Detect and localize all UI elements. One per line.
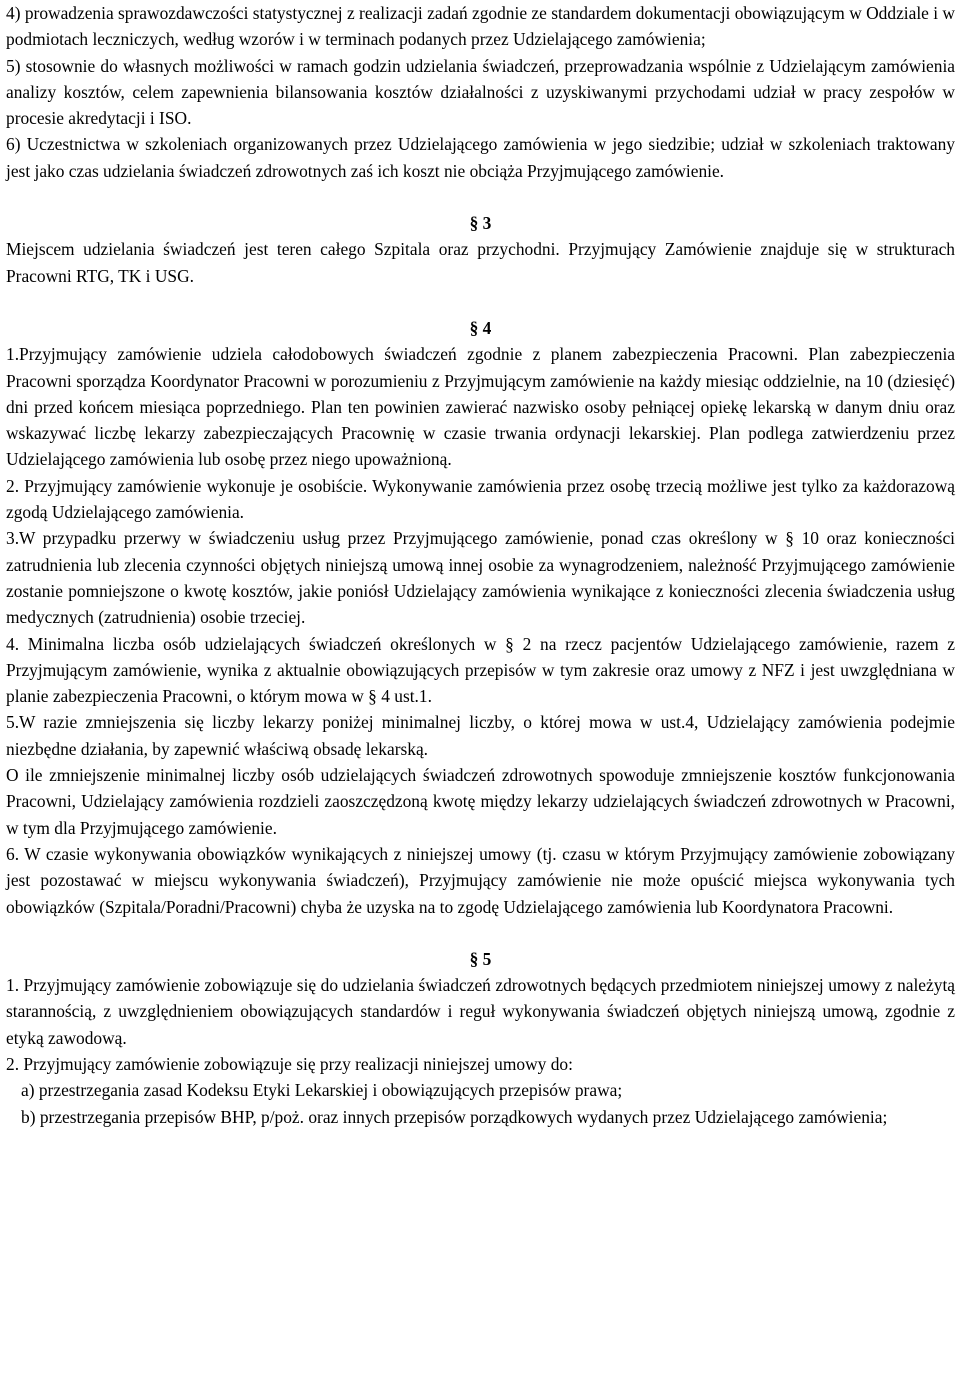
spacer [6, 920, 955, 946]
section-5-item-2a: a) przestrzegania zasad Kodeksu Etyki Lekarskiej i obowiązujących przepisów prawa; [21, 1080, 623, 1101]
paragraph-4: 4) prowadzenia sprawozdawczości statystycznej z realizacji zadań zgodnie ze standardem dokumentacji obowiązującym w Oddziale i w podmiotach leczniczych, według wzorów i w terminach podanych przez Udzielającego zamówienia; [6, 3, 955, 50]
section-4-item-4: 4. Minimalna liczba osób udzielających świadczeń określonych w § 2 na rzecz pacjentów Udzielającego zamówienie, razem z Przyjmującym zamówienie, wynika z aktualnie obowiązujących przepisów w tym zakresie oraz umowy z NFZ i jest uwzględniana w planie zabezpieczenia Pracowni, o którym mowa w § 4 ust.1. [6, 633, 955, 707]
section-4-item-5-continued: O ile zmniejszenie minimalnej liczby osób udzielających świadczeń zdrowotnych spowoduje zmniejszenie kosztów funkcjonowania Pracowni, Udzielający zamówienia rozdzieli zaoszczędzoną kwotę między lekarzy udzielających świadczeń zdrowotnych w Pracowni, w tym dla Przyjmującego zamówienie. [6, 765, 955, 838]
section-4-item-6: 6. W czasie wykonywania obowiązków wynikających z niniejszej umowy (tj. czasu w którym Przyjmujący zamówienie zobowiązany jest pozostawać w miejscu wykonywania świadczeń), Przyjmujący zamówienie nie może opuścić miejsca wykonywania tych obowiązków (Szpitala/Poradni/Pracowni) chyba że uzyska na to zgodę Udzielającego zamówienia lub Koordynatora Pracowni. [6, 843, 955, 917]
section-4-heading: § 4 [469, 317, 492, 338]
section-5-item-1: 1. Przyjmujący zamówienie zobowiązuje się do udzielania świadczeń zdrowotnych będących przedmiotem niniejszej umowy z należytą starannością, z uwzględnieniem obowiązujących standardów i reguł wykonywania świadczeń objętych niniejszą umową, zgodnie z etyką zawodową. [6, 975, 955, 1048]
section-4-item-3: 3.W przypadku przerwy w świadczeniu usług przez Przyjmującego zamówienie, ponad czas określony w § 10 oraz konieczności zatrudnienia lub zlecenia czynności objętych niniejszą umową innej osobie za wynagrodzeniem, należność Przyjmującego zamówienie zostanie pomniejszone o kwotę kosztów, jakie poniósł Udzielający zamówienia wynikające z konieczności zlecenia świadczenia usług medycznych (zatrudnienia) osobie trzeciej. [6, 528, 955, 628]
section-5-item-2b: b) przestrzegania przepisów BHP, p/poż. oraz innych przepisów porządkowych wydanych przez Udzielającego zamówienia; [21, 1106, 888, 1127]
section-5-heading: § 5 [469, 948, 492, 969]
section-3-heading: § 3 [469, 213, 492, 234]
paragraph-6: 6) Uczestnictwa w szkoleniach organizowanych przez Udzielającego zamówienia w jego siedzibie; udział w szkoleniach traktowany jest jako czas udzielania świadczeń zdrowotnych zaś ich koszt nie obciąża Przyjmującego zamówienie. [6, 134, 955, 181]
spacer [6, 289, 955, 315]
section-4-item-2: 2. Przyjmujący zamówienie wykonuje je osobiście. Wykonywanie zamówienia przez osobę trzecią możliwe jest tylko za każdorazową zgodą Udzielającego zamówienia. [6, 475, 955, 523]
section-4-item-5: 5.W razie zmniejszenia się liczby lekarzy poniżej minimalnej liczby, o której mowa w ust.4, Udzielający zamówienia podejmie niezbędne działania, by zapewnić właściwą obsadę lekarską. [6, 712, 955, 759]
paragraph-5: 5) stosownie do własnych możliwości w ramach godzin udzielania świadczeń, przeprowadzania wspólnie z Udzielającym zamówienia analizy kosztów, celem zapewnienia bilansowania kosztów działalności z uzyskiwanymi przychodami udział w pracy zespołów w procesie akredytacji i ISO. [6, 55, 955, 129]
section-5-item-2: 2. Przyjmujący zamówienie zobowiązuje się przy realizacji niniejszej umowy do: [6, 1053, 573, 1074]
spacer [6, 184, 955, 210]
section-3-text: Miejscem udzielania świadczeń jest teren całego Szpitala oraz przychodni. Przyjmujący Zamówienie znajduje się w strukturach Pracowni RTG, TK i USG. [6, 239, 955, 286]
section-4-item-1: 1.Przyjmujący zamówienie udziela całodobowych świadczeń zgodnie z planem zabezpieczenia Pracowni. Plan zabezpieczenia Pracowni sporządza Koordynator Pracowni w porozumieniu z Przyjmującym zamówienie na każdy miesiąc oddzielnie, na 10 (dziesięć) dni przed końcem miesiąca poprzedniego. Plan ten powinien zawierać nazwisko osoby pełniącej opiekę lekarską w danym dniu oraz wskazywać liczbę lekarzy zabezpieczających Pracownię w czasie trwania ordynacji lekarskiej. Plan podlega zatwierdzeniu przez Udzielającego zamówienia lub osobę przez niego upoważnioną. [6, 344, 955, 470]
